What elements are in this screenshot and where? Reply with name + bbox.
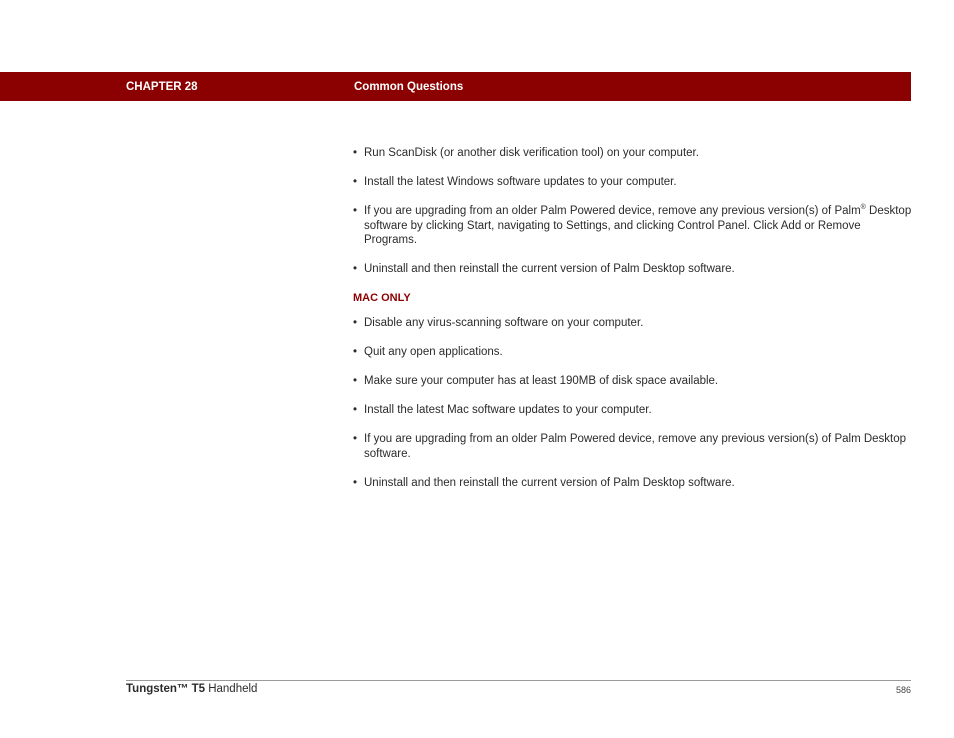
list-item-text: Disable any virus-scanning software on your computer. [364, 317, 644, 329]
list-item-text-end: Desktop software by clicking Start, navigating to Settings, and clicking Control Panel. Click Add or Remove Programs. [364, 205, 912, 246]
list-item-text: Quit any open applications. [364, 346, 503, 358]
list-item-text: Install the latest Windows software updates to your computer. [364, 176, 677, 188]
bullet: • [353, 404, 358, 416]
bullet: • [353, 205, 358, 217]
list-item-text: Run ScanDisk (or another disk verification tool) on your computer. [364, 147, 699, 159]
mac-only-heading: MAC ONLY [353, 292, 411, 304]
list-item-text-start: If you are upgrading from an older Palm Powered device, remove any previous version(s) of Palm [364, 205, 861, 217]
list-item-text: Uninstall and then reinstall the current version of Palm Desktop software. [364, 476, 735, 489]
bullet: • [353, 476, 358, 489]
bullet: • [353, 433, 358, 445]
list-item [353, 374, 913, 389]
product-name-bold: Tungsten™ T5 [126, 683, 206, 695]
list-item-text: Install the latest Mac software updates to your computer. [364, 404, 652, 416]
list-item-text: Uninstall and then reinstall the current version of Palm Desktop software. [364, 263, 735, 275]
list-item [353, 345, 913, 360]
list-item [353, 175, 913, 190]
list-item-text: Make sure your computer has at least 190MB of disk space available. [364, 375, 719, 387]
list-item [353, 204, 913, 248]
bullet: • [353, 263, 358, 275]
bullet: • [353, 176, 358, 188]
list-item [353, 476, 913, 491]
chapter-title: Common Questions [354, 81, 464, 93]
bullet: • [353, 346, 358, 358]
bullet: • [353, 375, 358, 387]
footer-divider [126, 680, 911, 681]
bullet: • [353, 317, 358, 329]
footer-product-name [126, 683, 257, 695]
list-item-text: If you are upgrading from an older Palm Powered device, remove any previous version(s) of Palm Desktop software. [364, 433, 907, 460]
list-item [353, 432, 913, 461]
mac-list [353, 316, 913, 490]
page-number: 586 [895, 685, 911, 695]
page-content [353, 146, 913, 505]
windows-list [353, 146, 913, 277]
registered-mark: ® [860, 204, 866, 212]
list-item [353, 316, 913, 331]
list-item [353, 146, 913, 161]
list-item-text [364, 205, 911, 246]
list-item [353, 262, 913, 277]
bullet: • [353, 147, 358, 159]
chapter-label: CHAPTER 28 [126, 81, 198, 93]
product-name-rest: Handheld [205, 683, 258, 695]
list-item [353, 403, 913, 418]
